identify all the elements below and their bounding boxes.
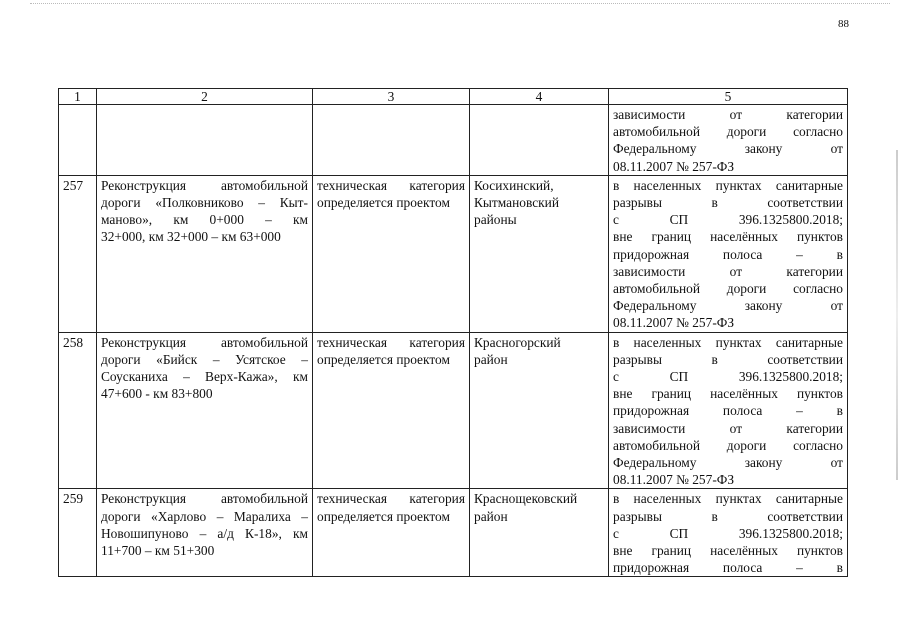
cell-number: 258	[59, 332, 97, 489]
cell-number: 259	[59, 489, 97, 577]
text-line: техническая категория	[317, 177, 465, 193]
text-line: с СП 396.1325800.2018;	[613, 369, 843, 385]
document-table	[58, 88, 848, 577]
text-line: Реконструкция автомобильной	[101, 491, 308, 507]
cell-district	[470, 489, 609, 577]
text-line: с СП 396.1325800.2018;	[613, 212, 843, 228]
table-row	[59, 105, 848, 176]
cell-zone	[609, 105, 848, 176]
text-line: Кытмановский	[474, 195, 559, 211]
text-line: определяется проектом	[317, 351, 450, 367]
text-line: определяется проектом	[317, 195, 450, 211]
table-row	[59, 332, 848, 489]
text-line: разрывы в соответствии	[613, 351, 843, 367]
text-line: дороги «Харлово – Маралиха –	[101, 508, 308, 524]
cell-object-name	[97, 175, 313, 332]
text-line: в населенных пунктах санитарные	[613, 177, 843, 193]
text-line: определяется проектом	[317, 508, 450, 524]
text-line: разрывы в соответствии	[613, 508, 843, 524]
cell-zone	[609, 332, 848, 489]
table-row	[59, 175, 848, 332]
cell-zone	[609, 489, 848, 577]
cell-number	[59, 105, 97, 176]
cell-object-name	[97, 489, 313, 577]
text-line: в населенных пунктах санитарные	[613, 491, 843, 507]
text-line: 47+600 - км 83+800	[101, 386, 213, 402]
text-line: Красногорский	[474, 334, 561, 350]
text-line: Реконструкция автомобильной	[101, 177, 308, 193]
text-line: дороги «Полковниково – Кыт-	[101, 195, 308, 211]
text-line: 08.11.2007 № 257-ФЗ	[613, 315, 735, 331]
text-line: Косихинский,	[474, 177, 554, 193]
cell-district	[470, 332, 609, 489]
text-line: Краснощековский	[474, 491, 578, 507]
text-line: Новошипуново – а/д К-18», км	[101, 525, 308, 541]
cell-category	[313, 332, 470, 489]
cell-district	[470, 105, 609, 176]
text-line: придорожная полоса – в	[613, 246, 843, 262]
text-line: вне границ населённых пунктов	[613, 386, 843, 402]
header-col-4: 4	[470, 89, 609, 105]
text-line: автомобильной дороги согласно	[613, 124, 843, 140]
cell-category	[313, 175, 470, 332]
cell-category	[313, 105, 470, 176]
text-line: Соусканиха – Верх-Кажа», км	[101, 369, 308, 385]
text-line: Реконструкция автомобильной	[101, 334, 308, 350]
text-line: техническая категория	[317, 491, 465, 507]
text-line: Федеральному закону от	[613, 455, 843, 471]
text-line: районы	[474, 212, 517, 228]
text-line: техническая категория	[317, 334, 465, 350]
text-line: с СП 396.1325800.2018;	[613, 525, 843, 541]
header-row	[59, 89, 848, 105]
cell-number: 257	[59, 175, 97, 332]
text-line: в населенных пунктах санитарные	[613, 334, 843, 350]
table-body	[59, 105, 848, 577]
text-line: придорожная полоса – в	[613, 403, 843, 419]
table-header	[59, 89, 848, 105]
text-line: маново», км 0+000 – км	[101, 212, 308, 228]
cell-zone	[609, 175, 848, 332]
table-row	[59, 489, 848, 577]
text-line: 32+000, км 32+000 – км 63+000	[101, 229, 281, 245]
header-col-1: 1	[59, 89, 97, 105]
text-line: 11+700 – км 51+300	[101, 543, 215, 559]
text-line: зависимости от категории	[613, 420, 843, 436]
text-line: придорожная полоса – в	[613, 560, 843, 576]
cell-object-name	[97, 105, 313, 176]
text-line: дороги «Бийск – Усятское –	[101, 351, 308, 367]
text-line: автомобильной дороги согласно	[613, 437, 843, 453]
text-line: зависимости от категории	[613, 107, 843, 122]
text-line: район	[474, 508, 508, 524]
scan-artifact-line	[30, 3, 890, 5]
text-line: зависимости от категории	[613, 263, 843, 279]
page-number: 88	[838, 18, 849, 30]
header-col-3: 3	[313, 89, 470, 105]
text-line: Федеральному закону от	[613, 141, 843, 157]
scan-edge-shadow	[896, 150, 898, 480]
text-line: автомобильной дороги согласно	[613, 281, 843, 297]
cell-object-name	[97, 332, 313, 489]
text-line: вне границ населённых пунктов	[613, 229, 843, 245]
text-line: вне границ населённых пунктов	[613, 543, 843, 559]
text-line: Федеральному закону от	[613, 298, 843, 314]
cell-district	[470, 175, 609, 332]
text-line: 08.11.2007 № 257-ФЗ	[613, 158, 735, 174]
cell-category	[313, 489, 470, 577]
header-col-5: 5	[609, 89, 848, 105]
text-line: 08.11.2007 № 257-ФЗ	[613, 472, 735, 488]
text-line: разрывы в соответствии	[613, 195, 843, 211]
header-col-2: 2	[97, 89, 313, 105]
text-line: район	[474, 351, 508, 367]
